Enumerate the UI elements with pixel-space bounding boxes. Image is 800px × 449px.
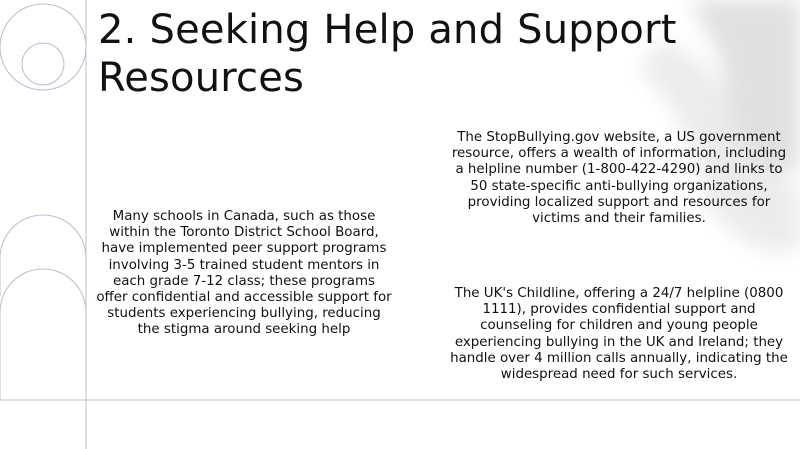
slide-title: 2. Seeking Help and Support Resources [98, 7, 677, 101]
paragraph-stopbullying-gov: The StopBullying.gov website, a US government resource, offers a wealth of information, including a helpline number (1-800-422-4290) and links to 50 state-specific anti-bullying organizations, providing localized support and resources for victims and their families. [451, 130, 787, 227]
deco-circle-large [0, 4, 86, 90]
paragraph-uk-childline: The UK's Childline, offering a 24/7 helpline (0800 1111), provides confidential support and counseling for children and young people experiencing bullying in the UK and Ireland; they handle over 4 million calls annually, indicating the widespread need for such services. [450, 286, 788, 383]
paragraph-canada-peer-support: Many schools in Canada, such as those within the Toronto District School Board, have implemented peer support programs involving 3-5 trained student mentors in each grade 7-12 class; these programs offer confidential and accessible support for students experiencing bullying, reducing the stigma around seeking help [96, 209, 392, 338]
deco-arch-lower [0, 269, 86, 400]
deco-circle-small [22, 43, 64, 85]
deco-arch-upper [0, 215, 86, 449]
